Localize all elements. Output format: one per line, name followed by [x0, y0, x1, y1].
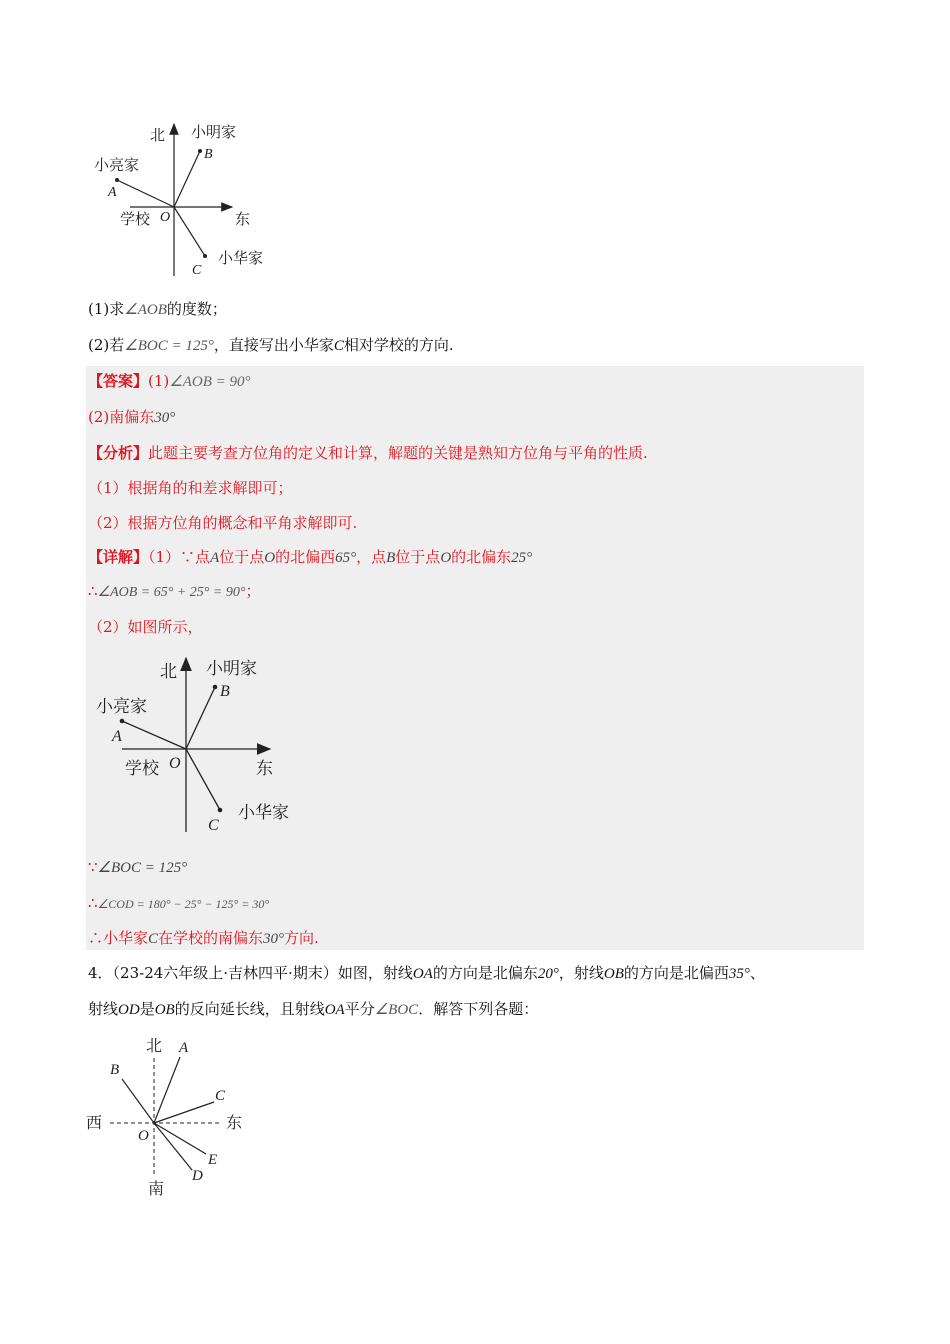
ray-OA — [117, 180, 174, 207]
label-A: A — [108, 185, 117, 200]
label-school: 学校 — [125, 759, 159, 779]
detail-line-3: （2）如图所示， — [88, 618, 203, 636]
label-A: A — [112, 728, 122, 745]
label-B: B — [220, 683, 230, 700]
figure-direction-diagram-1 — [88, 118, 288, 280]
label-north: 北 — [150, 126, 166, 144]
final-line: ∴小华家C在学校的南偏东30°方向. — [88, 929, 319, 947]
ray-OE — [154, 1123, 206, 1154]
answer-line-1: 【答案】(1)∠AOB = 90° — [88, 372, 251, 390]
ray-OA — [154, 1057, 180, 1123]
because-line: ∵∠BOC = 125° — [88, 858, 188, 876]
analysis-step-2: （2）根据方位角的概念和平角求解即可. — [88, 514, 358, 532]
analysis-step-1: （1）根据角的和差求解即可； — [88, 479, 293, 497]
label-xiaoming: 小明家 — [191, 123, 237, 141]
analysis-line: 【分析】此题主要考查方位角的定义和计算，解题的关键是熟知方位角与平角的性质. — [88, 444, 648, 462]
question-1: (1)求∠AOB的度数； — [88, 300, 227, 318]
label-B: B — [204, 147, 213, 162]
label-north: 北 — [146, 1036, 163, 1055]
label-O: O — [169, 755, 181, 772]
question-4-line-2: 射线OD是OB的反向延长线，且射线OA平分∠BOC．解答下列各题： — [88, 1000, 539, 1018]
question-2: (2)若∠BOC = 125°，直接写出小华家C相对学校的方向. — [88, 336, 454, 354]
label-O: O — [160, 210, 171, 225]
ray-OB — [122, 1079, 154, 1123]
point-A — [120, 719, 125, 724]
detail-line-2: ∴∠AOB = 65° + 25° = 90°； — [88, 582, 261, 600]
label-E: E — [208, 1152, 218, 1168]
ray-OA — [122, 721, 186, 749]
therefore-line: ∴∠COD = 180° − 25° − 125° = 30° — [88, 894, 270, 912]
label-xiaoliang: 小亮家 — [96, 697, 147, 717]
label-O: O — [138, 1128, 149, 1144]
label-west: 西 — [86, 1113, 103, 1132]
label-school: 学校 — [120, 210, 151, 228]
question-4-line-1: 4．（23-24六年级上·吉林四平·期末）如图，射线OA的方向是北偏东20°，射线OB的方向是北偏西35°、 — [88, 964, 765, 982]
label-B: B — [110, 1062, 120, 1078]
ray-OB — [174, 151, 200, 207]
label-C: C — [208, 817, 219, 834]
point-C — [218, 808, 223, 813]
label-xiaohua: 小华家 — [218, 249, 264, 267]
label-east: 东 — [256, 759, 273, 779]
detail-line-1: 【详解】（1）∵点A位于点O的北偏西65°，点B位于点O的北偏东25° — [88, 548, 533, 566]
point-A — [115, 178, 119, 182]
label-xiaoliang: 小亮家 — [94, 156, 140, 174]
ray-OD — [154, 1123, 192, 1170]
label-east: 东 — [226, 1113, 243, 1132]
point-B — [213, 685, 218, 690]
label-C: C — [192, 263, 202, 278]
label-xiaohua: 小华家 — [238, 803, 289, 823]
figure-direction-diagram-2 — [92, 650, 312, 840]
ray-OC — [174, 207, 205, 256]
label-north: 北 — [160, 662, 177, 682]
label-east: 东 — [235, 210, 251, 228]
point-C — [203, 254, 207, 258]
point-B — [198, 149, 202, 153]
label-A: A — [179, 1040, 189, 1056]
ray-OC — [186, 749, 220, 810]
ray-OC — [154, 1102, 214, 1123]
figure-direction-diagram-3 — [84, 1032, 254, 1202]
ray-OB — [186, 687, 215, 749]
answer-line-2: (2)南偏东30° — [88, 408, 176, 426]
label-C: C — [215, 1088, 226, 1104]
label-D: D — [192, 1168, 203, 1184]
label-south: 南 — [148, 1179, 165, 1198]
label-xiaoming: 小明家 — [206, 659, 257, 679]
